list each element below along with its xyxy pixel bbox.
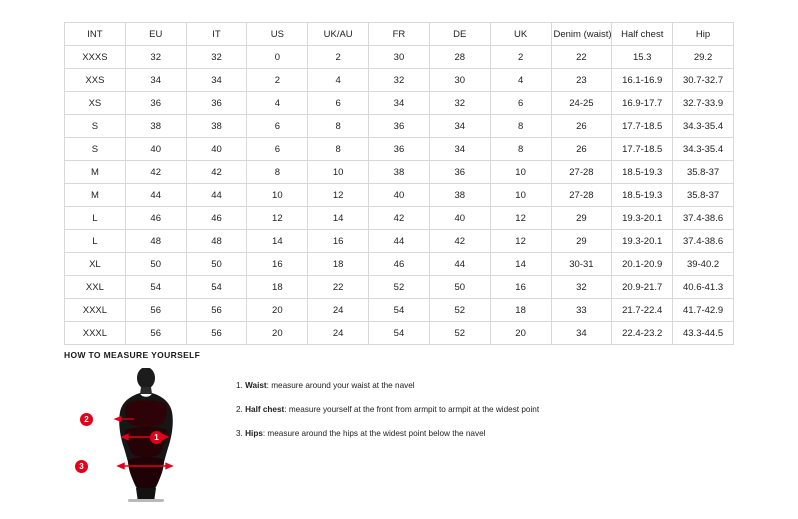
cell-denim-waist: 30-31 bbox=[551, 253, 612, 276]
cell-uk-au: 16 bbox=[308, 230, 369, 253]
cell-int: XXXL bbox=[65, 322, 126, 345]
cell-it: 54 bbox=[186, 276, 247, 299]
cell-hip: 43.3-44.5 bbox=[673, 322, 734, 345]
cell-uk: 8 bbox=[490, 115, 551, 138]
cell-eu: 50 bbox=[125, 253, 186, 276]
cell-eu: 54 bbox=[125, 276, 186, 299]
size-table-container bbox=[64, 22, 734, 345]
cell-it: 50 bbox=[186, 253, 247, 276]
cell-de: 42 bbox=[429, 230, 490, 253]
cell-half-chest: 17.7-18.5 bbox=[612, 115, 673, 138]
cell-eu: 32 bbox=[125, 46, 186, 69]
cell-fr: 32 bbox=[369, 69, 430, 92]
cell-it: 36 bbox=[186, 92, 247, 115]
cell-denim-waist: 22 bbox=[551, 46, 612, 69]
column-header-half-chest: Half chest bbox=[612, 23, 673, 46]
cell-fr: 36 bbox=[369, 138, 430, 161]
note-text-waist: : measure around your waist at the navel bbox=[266, 381, 415, 390]
cell-hip: 32.7-33.9 bbox=[673, 92, 734, 115]
marker-2: 2 bbox=[80, 413, 93, 426]
cell-int: S bbox=[65, 138, 126, 161]
cell-uk-au: 8 bbox=[308, 138, 369, 161]
cell-eu: 40 bbox=[125, 138, 186, 161]
cell-uk: 16 bbox=[490, 276, 551, 299]
cell-int: M bbox=[65, 184, 126, 207]
measure-note-waist bbox=[236, 380, 539, 391]
cell-half-chest: 18.5-19.3 bbox=[612, 161, 673, 184]
column-header-int: INT bbox=[65, 23, 126, 46]
how-to-measure-section bbox=[64, 350, 744, 503]
cell-it: 34 bbox=[186, 69, 247, 92]
cell-denim-waist: 34 bbox=[551, 322, 612, 345]
table-row bbox=[65, 276, 734, 299]
cell-us: 0 bbox=[247, 46, 308, 69]
cell-eu: 34 bbox=[125, 69, 186, 92]
cell-uk: 10 bbox=[490, 184, 551, 207]
cell-hip: 35.8-37 bbox=[673, 161, 734, 184]
note-term-waist: Waist bbox=[245, 381, 267, 390]
column-header-fr: FR bbox=[369, 23, 430, 46]
marker-1: 1 bbox=[150, 431, 163, 444]
table-row bbox=[65, 161, 734, 184]
table-row bbox=[65, 253, 734, 276]
cell-uk: 12 bbox=[490, 207, 551, 230]
measure-notes-list bbox=[236, 368, 539, 452]
cell-int: XL bbox=[65, 253, 126, 276]
cell-us: 20 bbox=[247, 322, 308, 345]
cell-half-chest: 17.7-18.5 bbox=[612, 138, 673, 161]
cell-hip: 40.6-41.3 bbox=[673, 276, 734, 299]
cell-fr: 34 bbox=[369, 92, 430, 115]
cell-eu: 46 bbox=[125, 207, 186, 230]
cell-uk: 12 bbox=[490, 230, 551, 253]
cell-hip: 35.8-37 bbox=[673, 184, 734, 207]
cell-uk: 20 bbox=[490, 322, 551, 345]
cell-hip: 39-40.2 bbox=[673, 253, 734, 276]
cell-de: 52 bbox=[429, 322, 490, 345]
cell-half-chest: 16.1-16.9 bbox=[612, 69, 673, 92]
cell-half-chest: 18.5-19.3 bbox=[612, 184, 673, 207]
cell-half-chest: 16.9-17.7 bbox=[612, 92, 673, 115]
cell-int: S bbox=[65, 115, 126, 138]
table-row bbox=[65, 92, 734, 115]
column-header-denim-waist: Denim (waist) bbox=[551, 23, 612, 46]
table-row bbox=[65, 207, 734, 230]
cell-de: 52 bbox=[429, 299, 490, 322]
table-row bbox=[65, 230, 734, 253]
cell-de: 36 bbox=[429, 161, 490, 184]
cell-uk-au: 24 bbox=[308, 299, 369, 322]
cell-it: 32 bbox=[186, 46, 247, 69]
cell-half-chest: 21.7-22.4 bbox=[612, 299, 673, 322]
table-row bbox=[65, 115, 734, 138]
cell-half-chest: 22.4-23.2 bbox=[612, 322, 673, 345]
cell-uk: 18 bbox=[490, 299, 551, 322]
cell-us: 6 bbox=[247, 115, 308, 138]
measure-note-hips bbox=[236, 428, 539, 439]
cell-int: L bbox=[65, 230, 126, 253]
cell-half-chest: 20.1-20.9 bbox=[612, 253, 673, 276]
cell-denim-waist: 29 bbox=[551, 207, 612, 230]
cell-it: 40 bbox=[186, 138, 247, 161]
cell-int: XXL bbox=[65, 276, 126, 299]
cell-denim-waist: 23 bbox=[551, 69, 612, 92]
cell-hip: 37.4-38.6 bbox=[673, 207, 734, 230]
cell-hip: 34.3-35.4 bbox=[673, 115, 734, 138]
cell-denim-waist: 27-28 bbox=[551, 161, 612, 184]
note-term-hips: Hips bbox=[245, 429, 263, 439]
cell-int: XS bbox=[65, 92, 126, 115]
cell-eu: 38 bbox=[125, 115, 186, 138]
cell-it: 46 bbox=[186, 207, 247, 230]
cell-denim-waist: 26 bbox=[551, 115, 612, 138]
table-row bbox=[65, 184, 734, 207]
cell-uk-au: 18 bbox=[308, 253, 369, 276]
marker-3: 3 bbox=[75, 460, 88, 473]
cell-de: 30 bbox=[429, 69, 490, 92]
cell-it: 56 bbox=[186, 322, 247, 345]
cell-int: L bbox=[65, 207, 126, 230]
cell-de: 34 bbox=[429, 138, 490, 161]
cell-hip: 37.4-38.6 bbox=[673, 230, 734, 253]
cell-int: XXS bbox=[65, 69, 126, 92]
size-conversion-table bbox=[64, 22, 734, 345]
table-row bbox=[65, 322, 734, 345]
cell-denim-waist: 26 bbox=[551, 138, 612, 161]
cell-de: 40 bbox=[429, 207, 490, 230]
how-to-measure-body bbox=[64, 368, 744, 503]
cell-uk-au: 14 bbox=[308, 207, 369, 230]
cell-fr: 38 bbox=[369, 161, 430, 184]
cell-uk-au: 2 bbox=[308, 46, 369, 69]
cell-fr: 54 bbox=[369, 322, 430, 345]
cell-uk: 4 bbox=[490, 69, 551, 92]
cell-eu: 42 bbox=[125, 161, 186, 184]
cell-int: XXXL bbox=[65, 299, 126, 322]
cell-denim-waist: 32 bbox=[551, 276, 612, 299]
cell-hip: 29.2 bbox=[673, 46, 734, 69]
cell-uk: 2 bbox=[490, 46, 551, 69]
cell-it: 38 bbox=[186, 115, 247, 138]
cell-fr: 42 bbox=[369, 207, 430, 230]
cell-hip: 41.7-42.9 bbox=[673, 299, 734, 322]
cell-eu: 44 bbox=[125, 184, 186, 207]
cell-denim-waist: 33 bbox=[551, 299, 612, 322]
cell-uk-au: 6 bbox=[308, 92, 369, 115]
cell-de: 32 bbox=[429, 92, 490, 115]
column-header-uk: UK bbox=[490, 23, 551, 46]
column-header-hip: Hip bbox=[673, 23, 734, 46]
cell-us: 8 bbox=[247, 161, 308, 184]
column-header-eu: EU bbox=[125, 23, 186, 46]
cell-half-chest: 15.3 bbox=[612, 46, 673, 69]
cell-denim-waist: 29 bbox=[551, 230, 612, 253]
table-row bbox=[65, 138, 734, 161]
cell-uk-au: 24 bbox=[308, 322, 369, 345]
table-header-row bbox=[65, 23, 734, 46]
cell-denim-waist: 24-25 bbox=[551, 92, 612, 115]
cell-de: 44 bbox=[429, 253, 490, 276]
cell-fr: 54 bbox=[369, 299, 430, 322]
cell-eu: 36 bbox=[125, 92, 186, 115]
table-row bbox=[65, 299, 734, 322]
cell-de: 38 bbox=[429, 184, 490, 207]
table-row bbox=[65, 69, 734, 92]
cell-int: XXXS bbox=[65, 46, 126, 69]
cell-us: 16 bbox=[247, 253, 308, 276]
cell-uk: 14 bbox=[490, 253, 551, 276]
column-header-uk-au: UK/AU bbox=[308, 23, 369, 46]
cell-uk: 8 bbox=[490, 138, 551, 161]
cell-fr: 46 bbox=[369, 253, 430, 276]
cell-uk: 6 bbox=[490, 92, 551, 115]
cell-us: 18 bbox=[247, 276, 308, 299]
note-text-hips: : measure around the hips at the widest point below the navel bbox=[262, 429, 486, 439]
cell-eu: 56 bbox=[125, 299, 186, 322]
cell-it: 48 bbox=[186, 230, 247, 253]
cell-fr: 36 bbox=[369, 115, 430, 138]
mannequin-illustration bbox=[84, 368, 204, 503]
note-text-half-chest: : measure yourself at the front from armpit to armpit at the widest point bbox=[284, 405, 540, 415]
cell-de: 50 bbox=[429, 276, 490, 299]
column-header-de: DE bbox=[429, 23, 490, 46]
cell-us: 20 bbox=[247, 299, 308, 322]
cell-fr: 52 bbox=[369, 276, 430, 299]
note-number-1: 1. bbox=[236, 381, 243, 390]
cell-uk-au: 8 bbox=[308, 115, 369, 138]
cell-eu: 48 bbox=[125, 230, 186, 253]
cell-uk-au: 12 bbox=[308, 184, 369, 207]
cell-eu: 56 bbox=[125, 322, 186, 345]
cell-hip: 34.3-35.4 bbox=[673, 138, 734, 161]
cell-us: 14 bbox=[247, 230, 308, 253]
cell-half-chest: 20.9-21.7 bbox=[612, 276, 673, 299]
cell-denim-waist: 27-28 bbox=[551, 184, 612, 207]
table-row bbox=[65, 46, 734, 69]
cell-us: 4 bbox=[247, 92, 308, 115]
cell-fr: 40 bbox=[369, 184, 430, 207]
measure-note-half-chest bbox=[236, 404, 539, 415]
mannequin-figure bbox=[79, 368, 204, 503]
cell-uk-au: 22 bbox=[308, 276, 369, 299]
note-number-2: 2. bbox=[236, 405, 243, 415]
cell-half-chest: 19.3-20.1 bbox=[612, 207, 673, 230]
cell-fr: 30 bbox=[369, 46, 430, 69]
cell-int: M bbox=[65, 161, 126, 184]
cell-fr: 44 bbox=[369, 230, 430, 253]
cell-uk: 10 bbox=[490, 161, 551, 184]
cell-us: 12 bbox=[247, 207, 308, 230]
column-header-us: US bbox=[247, 23, 308, 46]
note-term-half-chest: Half chest bbox=[245, 405, 285, 415]
cell-de: 28 bbox=[429, 46, 490, 69]
how-to-measure-title: HOW TO MEASURE YOURSELF bbox=[64, 350, 201, 360]
cell-it: 44 bbox=[186, 184, 247, 207]
cell-uk-au: 10 bbox=[308, 161, 369, 184]
cell-half-chest: 19.3-20.1 bbox=[612, 230, 673, 253]
table-body bbox=[65, 46, 734, 345]
cell-us: 6 bbox=[247, 138, 308, 161]
cell-it: 42 bbox=[186, 161, 247, 184]
cell-de: 34 bbox=[429, 115, 490, 138]
cell-it: 56 bbox=[186, 299, 247, 322]
cell-hip: 30.7-32.7 bbox=[673, 69, 734, 92]
cell-us: 10 bbox=[247, 184, 308, 207]
note-number-3: 3. bbox=[236, 429, 243, 439]
cell-us: 2 bbox=[247, 69, 308, 92]
column-header-it: IT bbox=[186, 23, 247, 46]
cell-uk-au: 4 bbox=[308, 69, 369, 92]
